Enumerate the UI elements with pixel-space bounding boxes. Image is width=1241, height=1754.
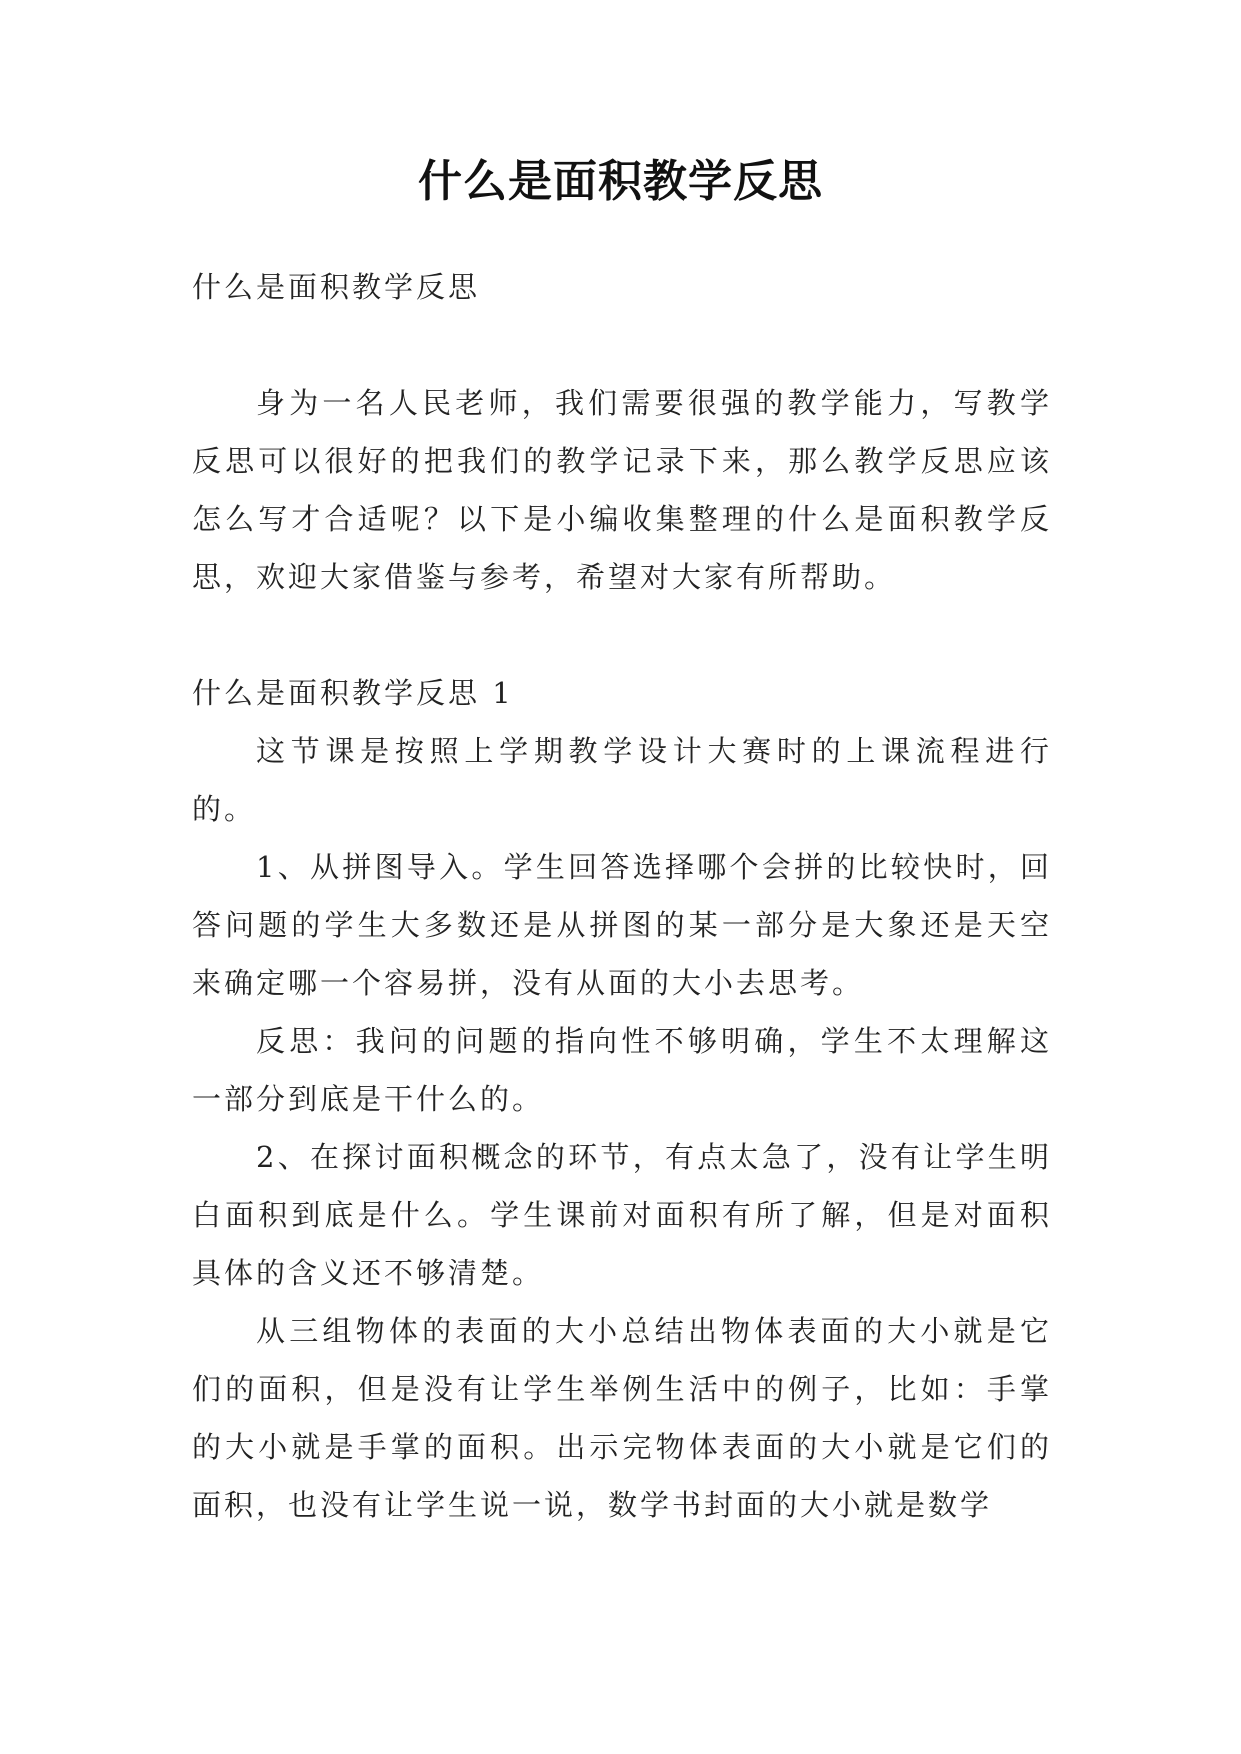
document-body [192,258,1052,1534]
section-heading: 什么是面积教学反思 1 [192,676,514,710]
body-paragraph: 从三组物体的表面的大小总结出物体表面的大小就是它们的面积，但是没有让学生举例生活中的例子，比如：手掌的大小就是手掌的面积。出示完物体表面的大小就是它们的面积，也没有让学生说一说，数学书封面的大小就是数学 [192,1314,1052,1522]
body-paragraph: 反思：我问的问题的指向性不够明确，学生不太理解这一部分到底是干什么的。 [192,1024,1052,1116]
body-paragraph: 这节课是按照上学期教学设计大赛时的上课流程进行的。 [192,734,1052,826]
body-paragraph: 2、在探讨面积概念的环节，有点太急了，没有让学生明白面积到底是什么。学生课前对面积有所了解，但是对面积具体的含义还不够清楚。 [192,1140,1052,1290]
document-title: 什么是面积教学反思 [418,156,823,207]
intro-paragraph: 身为一名人民老师，我们需要很强的教学能力，写教学反思可以很好的把我们的教学记录下来，那么教学反思应该怎么写才合适呢？以下是小编收集整理的什么是面积教学反思，欢迎大家借鉴与参考，希望对大家有所帮助。 [192,386,1052,594]
body-paragraph: 1、从拼图导入。学生回答选择哪个会拼的比较快时，回答问题的学生大多数还是从拼图的某一部分是大象还是天空来确定哪一个容易拼，没有从面的大小去思考。 [192,850,1052,1000]
document-subtitle: 什么是面积教学反思 [192,270,481,304]
